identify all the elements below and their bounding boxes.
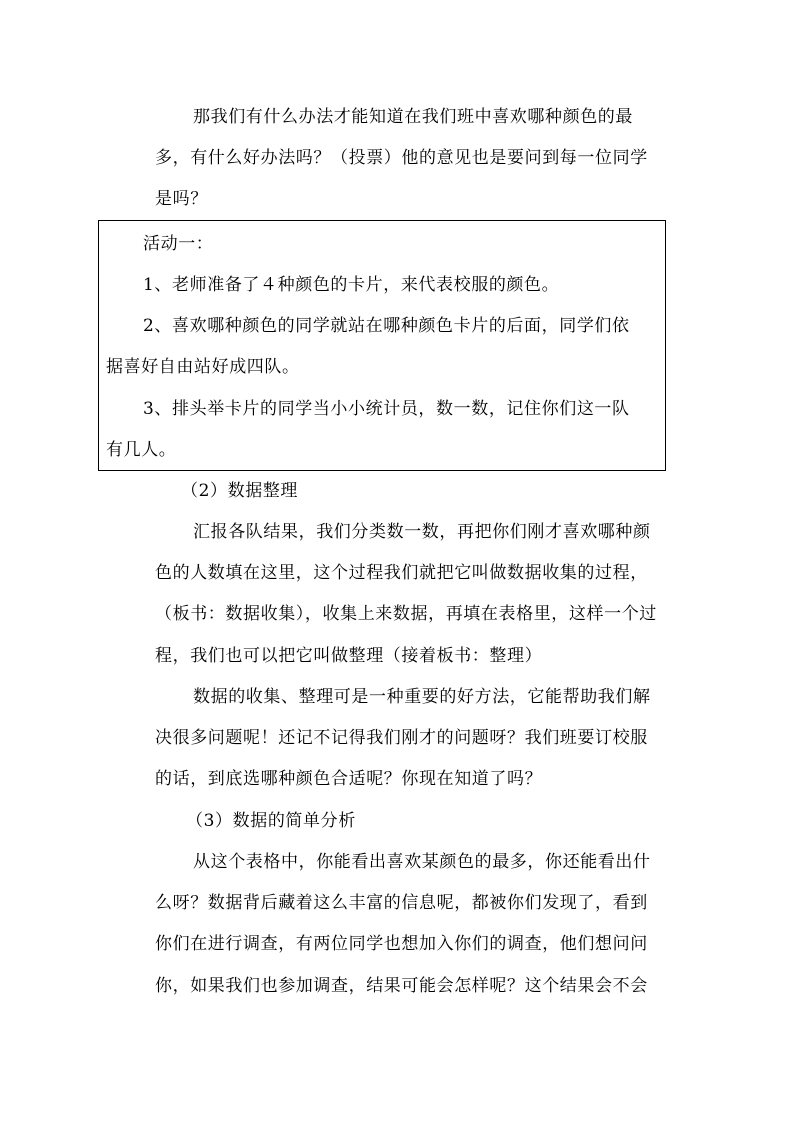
section2-heading: （2）数据整理 [181, 481, 299, 501]
section3-para1-line-4: 你，如果我们也参加调查，结果可能会怎样呢？这个结果会不会 [155, 976, 648, 996]
section2-para2-line-2: 决很多问题呢！还记不记得我们刚才的问题呀？我们班要订校服 [155, 728, 648, 748]
activity-step-2-cont: 据喜好自由站好成四队。 [106, 357, 300, 377]
section3-para1-line-1: 从这个表格中，你能看出喜欢某颜色的最多，你还能看出什 [193, 852, 651, 872]
activity-title: 活动一： [143, 234, 214, 254]
activity-step-2: 2、喜欢哪种颜色的同学就站在哪种颜色卡片的后面，同学们依 [143, 316, 630, 336]
activity-box [98, 220, 666, 471]
section2-para1-line-1: 汇报各队结果，我们分类数一数，再把你们刚才喜欢哪种颜 [193, 522, 651, 542]
intro-line-3: 是吗？ [155, 189, 208, 209]
section2-para1-line-4: 程，我们也可以把它叫做整理（接着板书：整理） [155, 646, 543, 666]
section3-para1-line-2: 么呀？数据背后藏着这么丰富的信息呢，都被你们发现了，看到 [155, 893, 648, 913]
section3-heading: （3）数据的简单分析 [186, 811, 356, 831]
intro-line-1: 那我们有什么办法才能知道在我们班中喜欢哪种颜色的最 [193, 107, 633, 127]
section2-para1-line-3: （板书：数据收集），收集上来数据，再填在表格里，这样一个过 [155, 604, 657, 624]
section2-para1-line-2: 色的人数填在这里，这个过程我们就把它叫做数据收集的过程， [155, 563, 648, 583]
activity-step-3-cont: 有几人。 [106, 440, 177, 460]
section2-para2-line-1: 数据的收集、整理可是一种重要的好方法，它能帮助我们解 [193, 687, 651, 707]
activity-step-1: 1、老师准备了４种颜色的卡片，来代表校服的颜色。 [143, 275, 560, 295]
intro-line-2: 多，有什么好办法吗？（投票）他的意见也是要问到每一位同学 [155, 148, 648, 168]
section2-para2-line-3: 的话，到底选哪种颜色合适呢？你现在知道了吗？ [155, 769, 543, 789]
section3-para1-line-3: 你们在进行调查，有两位同学也想加入你们的调查，他们想问问 [155, 934, 648, 954]
activity-step-3: 3、排头举卡片的同学当小小统计员，数一数，记住你们这一队 [143, 399, 630, 419]
